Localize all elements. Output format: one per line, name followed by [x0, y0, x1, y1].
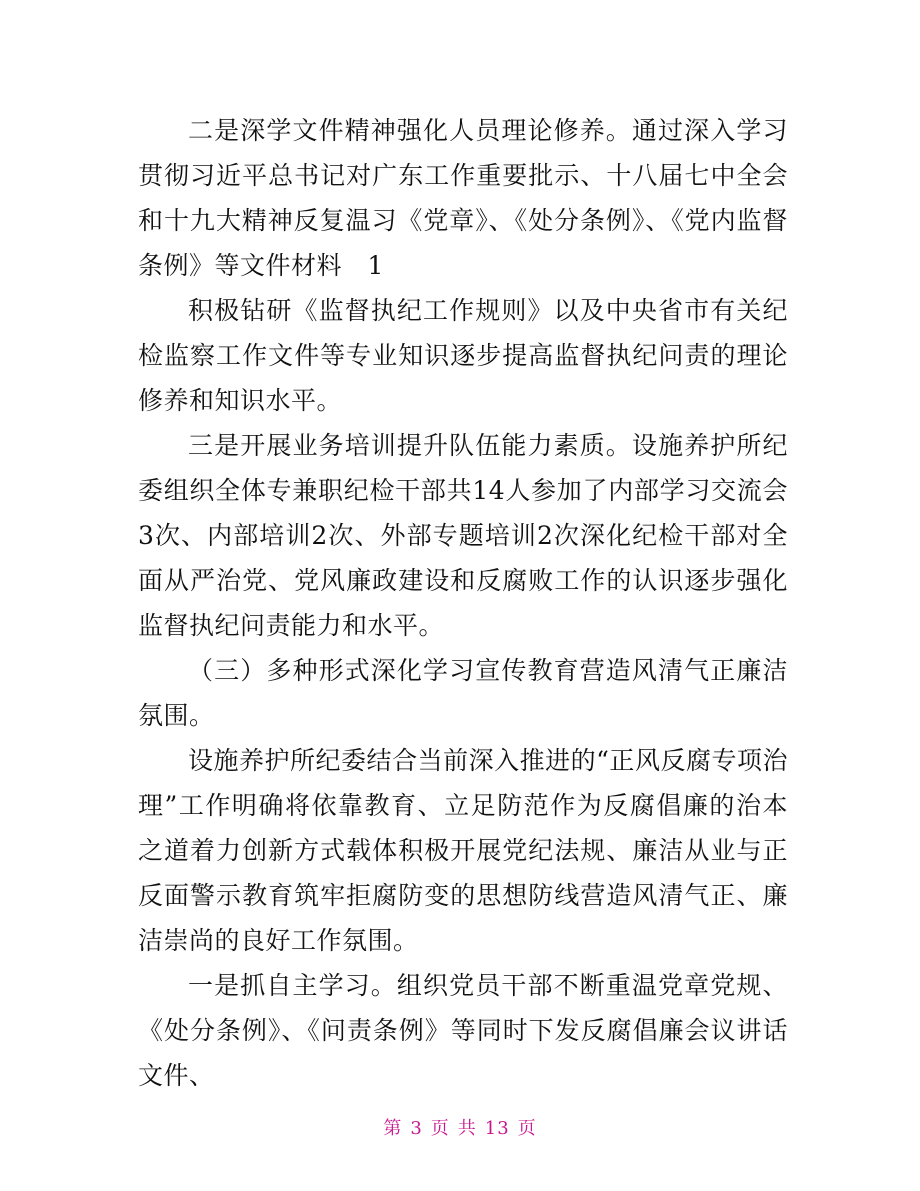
paragraph-self-study: 一是抓自主学习。组织党员干部不断重温党章党规、《处分条例》、《问责条例》等同时下发反腐倡廉会议讲话文件、 — [138, 971, 788, 1090]
page-footer — [0, 1114, 920, 1140]
footer-label-ye2: 页 — [517, 1118, 537, 1139]
footer-label-ye: 页 — [430, 1118, 450, 1139]
footer-label-di: 第 — [383, 1118, 403, 1139]
paragraph-study-documents: 二是深学文件精神强化人员理论修养。通过深入学习贯彻习近平总书记对广东工作重要批示、十八届七中全会和十九大精神反复温习《党章》、《处分条例》、《党内监督条例》等文件材料 1 — [138, 116, 788, 280]
section-heading-three: （三）多种形式深化学习宣传教育营造风清气正廉洁氛围。 — [138, 656, 788, 730]
paragraph-study-rules: 积极钻研《监督执纪工作规则》以及中央省市有关纪检监察工作文件等专业知识逐步提高监督执纪问责的理论修养和知识水平。 — [138, 296, 788, 415]
paragraph-business-training: 三是开展业务培训提升队伍能力素质。设施养护所纪委组织全体专兼职纪检干部共14人参加了内部学习交流会3次、内部培训2次、外部专题培训2次深化纪检干部对全面从严治党、党风廉政建设和反腐败工作的认识逐步强化监督执纪问责能力和水平。 — [138, 431, 788, 640]
footer-label-gong: 共 — [457, 1118, 477, 1139]
footer-current-page: 3 — [410, 1118, 423, 1139]
footer-total-pages: 13 — [484, 1118, 510, 1139]
document-body — [138, 108, 788, 1098]
paragraph-education-campaign: 设施养护所纪委结合当前深入推进的“正风反腐专项治理”工作明确将依靠教育、立足防范作为反腐倡廉的治本之道着力创新方式载体积极开展党纪法规、廉洁从业与正反面警示教育筑牢拒腐防变的思想防线营造风清气正、廉洁崇尚的良好工作氛围。 — [138, 746, 788, 955]
